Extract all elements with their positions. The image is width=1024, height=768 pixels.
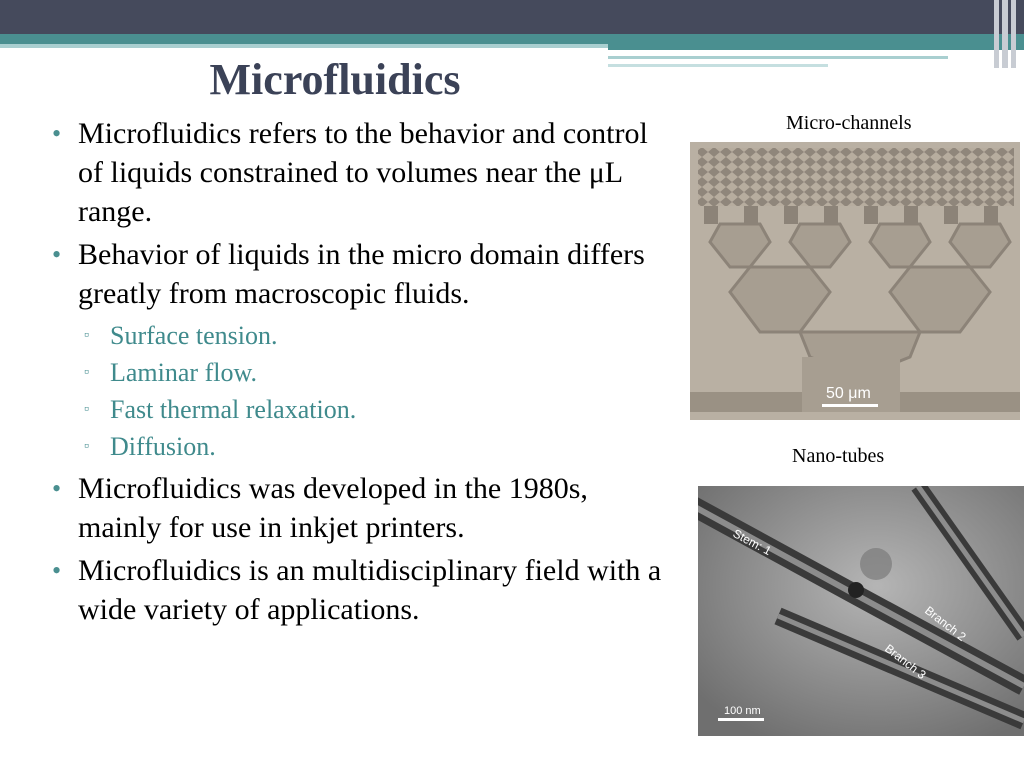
sub-bullet-list (52, 317, 672, 465)
sub-bullet-item: ▫ Fast thermal relaxation. (52, 391, 672, 428)
sub-bullet-item: ▫ Laminar flow. (52, 354, 672, 391)
bullet-item: • Behavior of liquids in the micro domain differs greatly from macroscopic fluids. (52, 235, 672, 313)
nano-label: Branch 3 (882, 641, 929, 682)
sub-bullet-marker: ▫ (84, 439, 89, 454)
slide-title: Microfluidics (209, 55, 461, 104)
micro-channels-image (690, 142, 1020, 420)
bullet-item: • Microfluidics was developed in the 1980s, mainly for use in inkjet printers. (52, 469, 672, 547)
nano-tubes-image (698, 486, 1024, 736)
nano-scale-label: 100 nm (724, 705, 761, 717)
bullet-item: • Microfluidics refers to the behavior and control of liquids constrained to volumes near the μL range. (52, 114, 672, 231)
sub-bullet-marker: ▫ (84, 402, 89, 417)
header-vertical-bars (994, 0, 1016, 68)
micro-scale-label: 50 μm (826, 385, 871, 402)
nano-label: Branch 2 (922, 603, 969, 644)
header-band (0, 0, 1024, 34)
sub-bullet-marker: ▫ (84, 328, 89, 343)
nano-label: Stem: 1 (730, 526, 774, 559)
nano-tubes-caption: Nano-tubes (792, 445, 885, 467)
bullet-item: • Microfluidics is an multidisciplinary field with a wide variety of applications. (52, 551, 672, 629)
bullet-list (52, 114, 672, 633)
sub-bullet-item: ▫ Diffusion. (52, 428, 672, 465)
header-line (608, 44, 1024, 50)
sub-bullet-item: ▫ Surface tension. (52, 317, 672, 354)
sub-bullet-marker: ▫ (84, 365, 89, 380)
header-accent-band (0, 34, 1024, 44)
micro-channels-caption: Micro-channels (786, 112, 912, 134)
header-line (0, 44, 608, 48)
